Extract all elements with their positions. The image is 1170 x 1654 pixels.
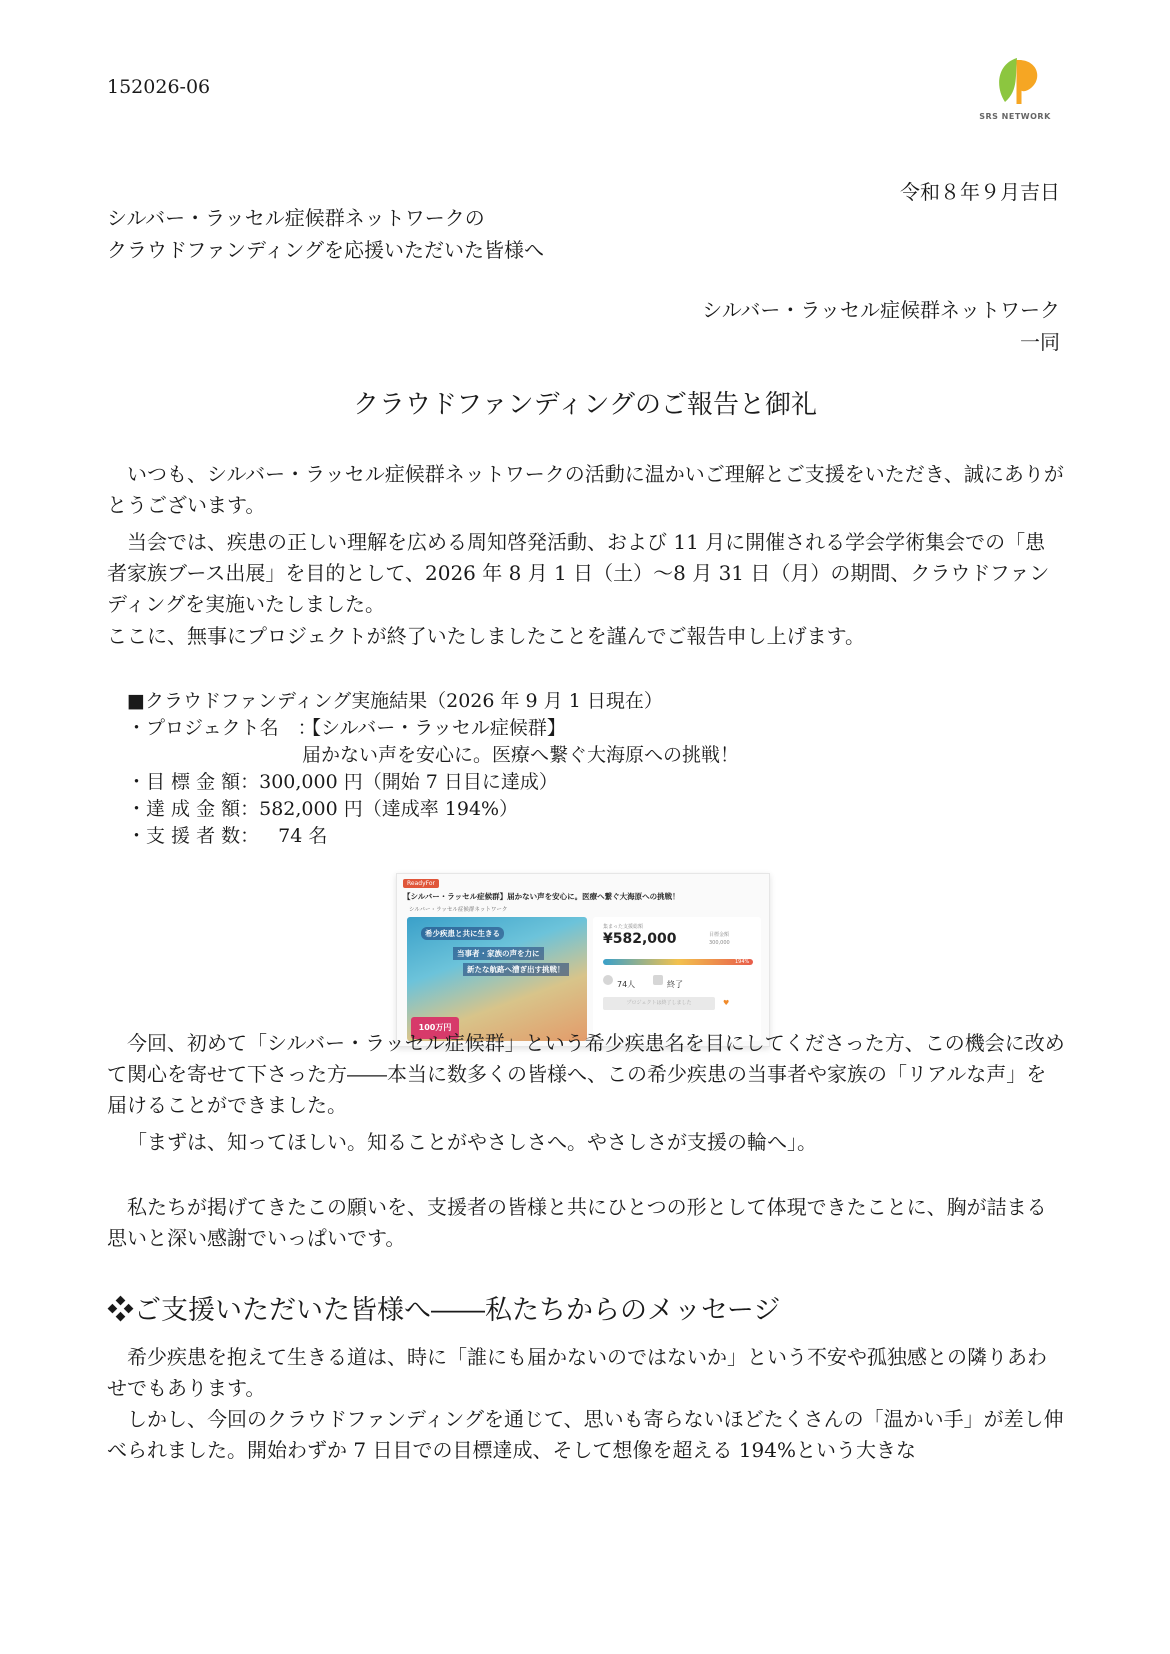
banner-line-2: 当事者・家族の声を力に	[453, 947, 544, 960]
sender-line-2: 一同	[1020, 330, 1060, 354]
results-supporters-row	[127, 823, 739, 850]
addressee	[107, 202, 544, 266]
paragraph-text: 「まずは、知ってほしい。知ることがやさしさへ。やさしさが支援の輪へ」。	[127, 1130, 817, 1154]
results-achieved-label: ・達 成 金 額：	[127, 798, 260, 820]
banner-line-3: 新たな航路へ漕ぎ出す挑戦！	[463, 963, 569, 976]
paragraph-text: ここに、無事にプロジェクトが終了いたしましたことを謹んでご報告申し上げます。	[107, 624, 865, 648]
banner-line-1: 希少疾患と共に生きる	[421, 927, 504, 940]
paragraph-text: 今回、初めて「シルバー・ラッセル症候群」という希少疾患名を目にしてくださった方、この機会に改めて関心を寄せて下さった方――本当に数多くの皆様へ、この希少疾患の当事者や家族の「リアルな声」を届けることができました。	[107, 1031, 1065, 1117]
addressee-line-2: クラウドファンディングを応援いただいた皆様へ	[107, 238, 544, 262]
funding-progress-bar	[603, 959, 753, 965]
crowdfunding-page-screenshot	[396, 873, 770, 1047]
funding-percent: 194%	[735, 959, 750, 965]
results-project-row	[127, 715, 739, 742]
project-organizer: シルバー・ラッセル症候群ネットワーク	[409, 907, 508, 913]
results-goal-label: ・目 標 金 額：	[127, 771, 260, 793]
funding-meta-label: 目標金額	[709, 932, 730, 938]
results-summary	[127, 688, 739, 850]
results-goal-row	[127, 769, 739, 796]
paragraph-report	[107, 621, 1065, 652]
banner-badge: 100万円	[411, 1017, 459, 1039]
funding-caption: 集まった支援総額	[603, 924, 644, 930]
results-goal-value: 300,000 円（開始 7 日目に達成）	[259, 771, 558, 793]
document-title: クラウドファンディングのご報告と御礼	[352, 390, 818, 420]
paragraph-text: しかし、今回のクラウドファンディングを通じて、思いも寄らないほどたくさんの「温かい手」が差し伸べられました。開始わずか 7 日目での目標達成、そして想像を超える 194%という大きな	[107, 1407, 1064, 1462]
sender-line-1: シルバー・ラッセル症候群ネットワーク	[702, 298, 1060, 322]
project-status: 終了	[667, 980, 683, 989]
funding-meta	[709, 931, 730, 947]
supporter-count: 74人	[617, 980, 636, 989]
project-headline: 【シルバー・ラッセル症候群】届かない声を安心に。医療へ繋ぐ大海原への挑戦！	[403, 892, 680, 901]
results-achieved-row	[127, 796, 739, 823]
results-project-value-2: 届かない声を安心に。医療へ繋ぐ大海原への挑戦！	[302, 744, 740, 766]
paragraph-text: 希少疾患を抱えて生きる道は、時に「誰にも届かないのではないか」という不安や孤独感との隣りあわせでもあります。	[107, 1345, 1047, 1400]
paragraph-text: 私たちが掲げてきたこの願いを、支援者の皆様と共にひとつの形として体現できたことに、胸が詰まる思いと深い感謝でいっぱいです。	[107, 1195, 1047, 1250]
sender	[702, 294, 1060, 358]
paragraph-text: いつも、シルバー・ラッセル症候群ネットワークの活動に温かいご理解とご支援をいただき、誠にありがとうございます。	[107, 462, 1064, 517]
paragraph-purpose	[107, 527, 1065, 620]
document-number: 152026-06	[107, 76, 211, 98]
paragraph-greeting	[107, 459, 1065, 521]
funding-status-panel	[593, 917, 761, 1041]
issue-date: 令和８年９月吉日	[900, 180, 1060, 204]
support-button-disabled: プロジェクトは終了しました	[603, 997, 715, 1010]
results-heading: ■クラウドファンディング実施結果（2026 年 9 月 1 日現在）	[127, 690, 663, 712]
srs-leaf-logo-icon	[975, 52, 1055, 124]
project-banner-image	[407, 917, 587, 1041]
paragraph-text: 当会では、疾患の正しい理解を広める周知啓発活動、および 11 月に開催される学会学術集会での「患者家族ブース出展」を目的として、2026 年 8 月 1 日（土）～8 月 31 日（月）の期間、クラウドファンディングを実施いたしました。	[107, 530, 1050, 616]
addressee-line-1: シルバー・ラッセル症候群ネットワークの	[107, 206, 485, 230]
paragraph-reach	[107, 1028, 1065, 1121]
results-project-value: 【シルバー・ラッセル症候群】	[302, 717, 566, 739]
heart-icon: ♥	[723, 999, 730, 1007]
supporter-icon	[603, 975, 613, 985]
paragraph-message	[107, 1342, 1065, 1466]
platform-tag: ReadyFor	[403, 879, 439, 888]
funding-meta-value: 300,000	[709, 940, 730, 946]
clock-icon	[653, 975, 663, 985]
funding-amount: ¥582,000	[603, 931, 677, 947]
results-supporters-label: ・支 援 者 数：	[127, 825, 260, 847]
results-project-label: ・プロジェクト名 ：	[127, 717, 317, 739]
logo-text: SRS NETWORK	[979, 112, 1051, 121]
results-achieved-value: 582,000 円（達成率 194%）	[259, 798, 519, 820]
paragraph-motto	[107, 1127, 1065, 1158]
section-heading: ❖ご支援いただいた皆様へ――私たちからのメッセージ	[107, 1295, 781, 1326]
results-supporters-value: 74 名	[259, 825, 328, 847]
paragraph-gratitude	[107, 1192, 1065, 1254]
